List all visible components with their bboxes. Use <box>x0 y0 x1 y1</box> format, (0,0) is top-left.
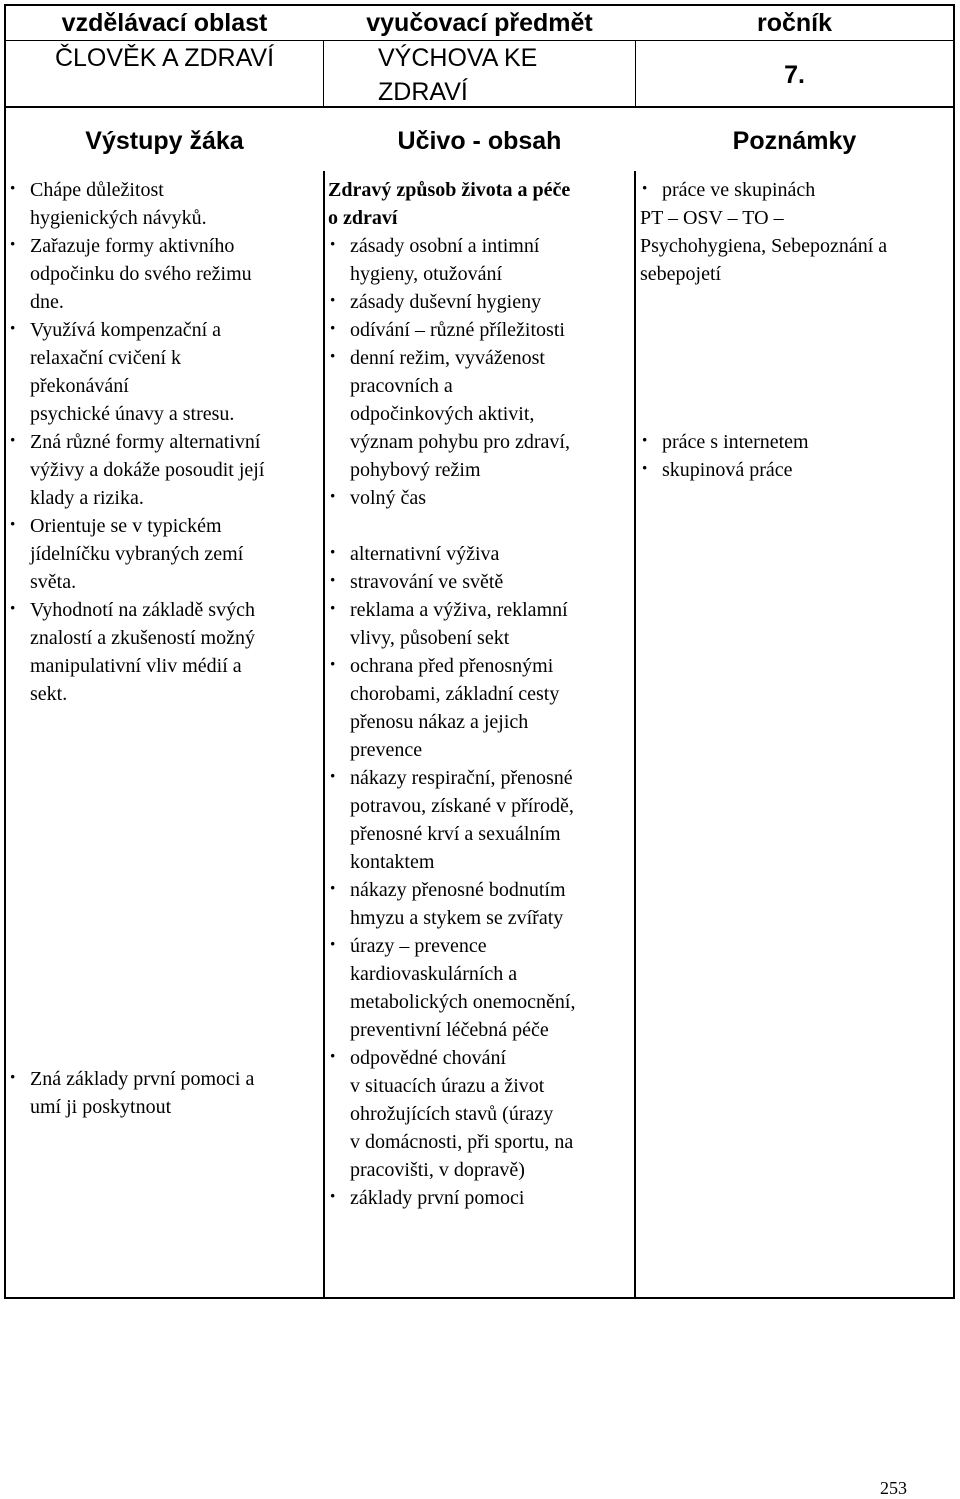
grade-column-label: ročník <box>756 9 833 37</box>
output-item: · Zná základy první pomoci a umí ji poskytnout <box>8 1065 320 1121</box>
content-item: · reklama a výživa, reklamní vlivy, působení sekt <box>328 596 632 652</box>
content-item: · odívání – různé příležitosti <box>328 316 632 344</box>
educational-area: ČLOVĚK A ZDRAVÍ <box>54 44 275 72</box>
table-border-right <box>953 4 955 1299</box>
content-column-title: Učivo - obsah <box>397 127 562 155</box>
content-item: · volný čas <box>328 484 632 512</box>
content-item: · stravování ve světě <box>328 568 632 596</box>
content-item: · nákazy přenosné bodnutím hmyzu a stykem se zvířaty <box>328 876 632 932</box>
notes-list-2 <box>640 428 952 484</box>
note-topic-line: Psychohygiena, Sebepoznání a <box>640 235 888 257</box>
grade-value: 7. <box>784 61 805 89</box>
output-item: · Chápe důležitost hygienických návyků. <box>8 176 320 232</box>
notes-column-title: Poznámky <box>732 127 857 155</box>
note-item: · práce s internetem <box>640 428 952 456</box>
output-item: · Vyhodnotí na základě svých znalostí a zkušeností možný manipulativní vliv médií a sekt. <box>8 596 320 708</box>
note-item: · práce ve skupinách <box>640 176 952 204</box>
content-list <box>328 176 632 1212</box>
output-item-first-aid <box>8 1065 320 1121</box>
content-item: · alternativní výživa <box>328 540 632 568</box>
subject-name-line2: ZDRAVÍ <box>378 78 468 106</box>
output-item: · Zařazuje formy aktivního odpočinku do svého režimu dne. <box>8 232 320 316</box>
content-item: · základy první pomoci <box>328 1184 632 1212</box>
outputs-column-title: Výstupy žáka <box>85 127 244 155</box>
note-cross-topic: PT – OSV – TO – <box>640 207 784 229</box>
header-col-divider-1 <box>323 40 324 108</box>
table-border-left <box>4 4 6 1299</box>
output-item: · Orientuje se v typickém jídelníčku vybraných zemí světa. <box>8 512 320 596</box>
content-item: · odpovědné chování v situacích úrazu a život ohrožujících stavů (úrazy v domácnosti, při sportu, na pracovišti, v dopravě) <box>328 1044 632 1184</box>
area-column-label: vzdělávací oblast <box>61 9 268 37</box>
content-item: · ochrana před přenosnými chorobami, základní cesty přenosu nákaz a jejich prevence <box>328 652 632 764</box>
outputs-list <box>8 176 320 708</box>
body-col-divider-2 <box>634 171 636 1299</box>
subject-name-line1: VÝCHOVA KE <box>378 44 538 72</box>
note-item: · skupinová práce <box>640 456 952 484</box>
subject-name <box>378 41 628 109</box>
notes-list <box>640 176 952 288</box>
content-item: · úrazy – prevence kardiovaskulárních a metabolických onemocnění, preventivní léčebná péče <box>328 932 632 1044</box>
content-item: · zásady osobní a intimní hygieny, otužování <box>328 232 632 288</box>
content-item: · nákazy respirační, přenosné potravou, získané v přírodě, přenosné krví a sexuálním kontaktem <box>328 764 632 876</box>
page-number: 253 <box>880 1478 907 1498</box>
body-col-divider-1 <box>323 171 325 1299</box>
content-heading: Zdravý způsob života a péče o zdraví <box>328 179 571 229</box>
output-item: · Využívá kompenzační a relaxační cvičení k překonávání psychické únavy a stresu. <box>8 316 320 428</box>
subject-column-label: vyučovací předmět <box>366 9 593 37</box>
table-border-bottom <box>4 1297 955 1299</box>
note-topic-line: sebepojetí <box>640 263 722 285</box>
output-item: · Zná různé formy alternativní výživy a dokáže posoudit její klady a rizika. <box>8 428 320 512</box>
content-item: · zásady duševní hygieny <box>328 288 632 316</box>
content-item: · denní režim, vyváženost pracovních a odpočinkových aktivit, význam pohybu pro zdraví, pohybový režim <box>328 344 632 484</box>
